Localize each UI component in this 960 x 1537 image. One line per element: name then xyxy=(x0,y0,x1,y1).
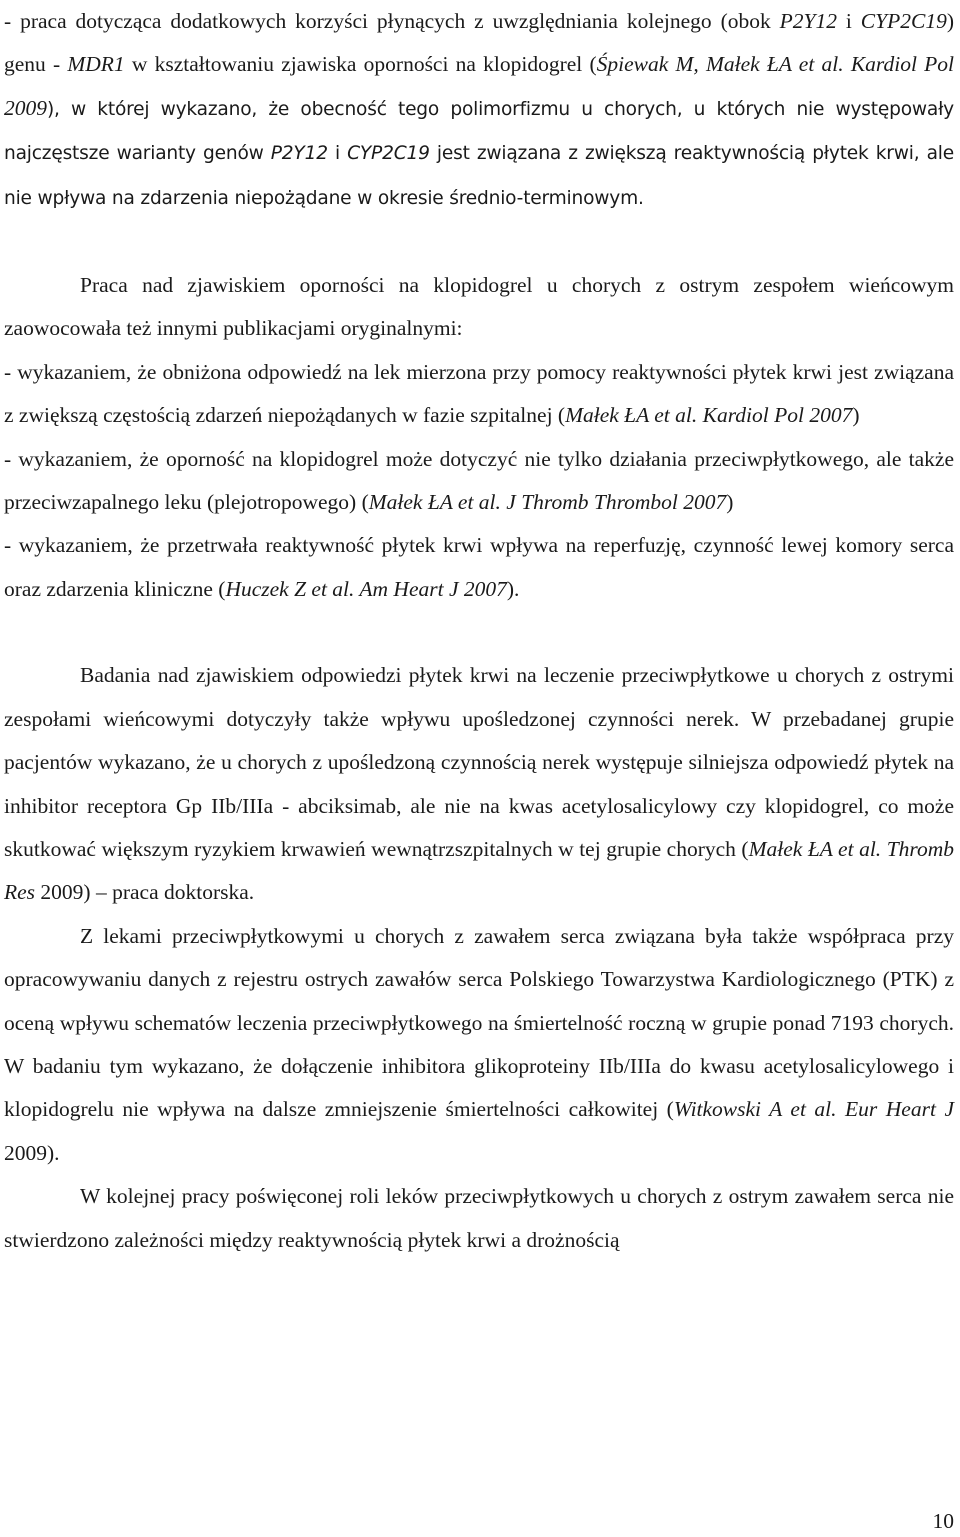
gene-name: MDR1 xyxy=(67,52,125,77)
gene-name: P2Y12 xyxy=(779,9,837,33)
citation: Witkowski A et al. Eur Heart J xyxy=(673,1097,954,1122)
citation: Małek ŁA et al. Thromb Res xyxy=(4,836,955,905)
paragraph-mdr1-study: - praca dotycząca dodatkowych korzyści płynących z uwzględniania kolejnego (obok P2Y12 i CYP2C19) genu - MDR1 w kształtowaniu zjawiska oporności na klopidogrel (Śpiewak M, Małek ŁA et al. Kardiol Pol 2009), w której wykazano, że obecność tego polimorfizmu u chorych, u których nie występowały najczęstsze warianty genów P2Y12 i CYP2C19 jest związana z zwiększą reaktywnością płytek krwi, ale nie wpływa na zdarzenia niepożądane w okresie średnio-terminowym. xyxy=(4,9,954,209)
gene-name: CYP2C19 xyxy=(860,9,947,33)
paragraph-finding-reperfusion: - wykazaniem, że przetrwała reaktywność płytek krwi wpływa na reperfuzję, czynność lewej komory serca oraz zdarzenia kliniczne (Huczek Z et al. Am Heart J 2007). xyxy=(4,533,954,601)
paragraph-next-study: W kolejnej pracy poświęconej roli leków przeciwpłytkowych u chorych z ostrym zawałem serca nie stwierdzono zależności między reaktywnością płytek krwi a drożnością xyxy=(4,1184,954,1252)
paragraph-ptk-registry: Z lekami przeciwpłytkowymi u chorych z zawałem serca związana była także współpraca przy opracowywaniu danych z rejestru ostrych zawałów serca Polskiego Towarzystwa Kardiologicznego (PTK) z oceną wpływu schematów leczenia przeciwpłytkowego na śmiertelność roczną w grupie ponad 7193 chorych. W badaniu tym wykazano, że dołączenie inhibitora glikoproteiny IIb/IIIa do kwasu acetylosalicylowego i klopidogrelu nie wpływa na dalsze zmniejszenie śmiertelności całkowitej (Witkowski A et al. Eur Heart J 2009). xyxy=(4,923,954,1165)
document-page xyxy=(4,0,954,1262)
citation: Małek ŁA et al. Kardiol Pol 2007 xyxy=(565,403,853,428)
gene-name: P2Y12 xyxy=(270,143,328,165)
paragraph-renal-function: Badania nad zjawiskiem odpowiedzi płytek krwi na leczenie przeciwpłytkowe u chorych z ostrymi zespołami wieńcowymi dotyczyły także wpływu upośledzonej czynności nerek. W przebadanej grupie pacjentów wykazano, że u chorych z upośledzoną czynnością nerek występuje silniejsza odpowiedź płytek na inhibitor receptora Gp IIb/IIIa - abciksimab, ale nie na kwas acetylosalicylowy czy klopidogrel, co może skutkować większym ryzykiem krwawień wewnątrzszpitalnych w tej grupie chorych (Małek ŁA et al. Thromb Res 2009) – praca doktorska. xyxy=(4,663,955,905)
paragraph-finding-anti-inflammatory: - wykazaniem, że oporność na klopidogrel może dotyczyć nie tylko działania przeciwpłytkowego, ale także przeciwzapalnego leku (plejotropowego) (Małek ŁA et al. J Thromb Thrombol 2007) xyxy=(4,446,954,515)
paragraph-resistance-intro: Praca nad zjawiskiem oporności na klopidogrel u chorych z ostrym zespołem wieńcowym zaowocowała też innymi publikacjami oryginalnymi: xyxy=(4,273,954,341)
citation: Śpiewak M, Małek ŁA et al. Kardiol Pol 2009 xyxy=(4,52,954,120)
page-number: 10 xyxy=(932,1509,954,1533)
citation: Huczek Z et al. Am Heart J 2007 xyxy=(225,576,507,601)
gene-name: CYP2C19 xyxy=(347,143,430,165)
paragraph-finding-adverse-events: - wykazaniem, że obniżona odpowiedź na lek mierzona przy pomocy reaktywności płytek krwi jest związana z zwiększą częstością zdarzeń niepożądanych w fazie szpitalnej (Małek ŁA et al. Kardiol Pol 2007) xyxy=(4,359,954,428)
citation: Małek ŁA et al. J Thromb Thrombol 2007 xyxy=(368,490,727,515)
